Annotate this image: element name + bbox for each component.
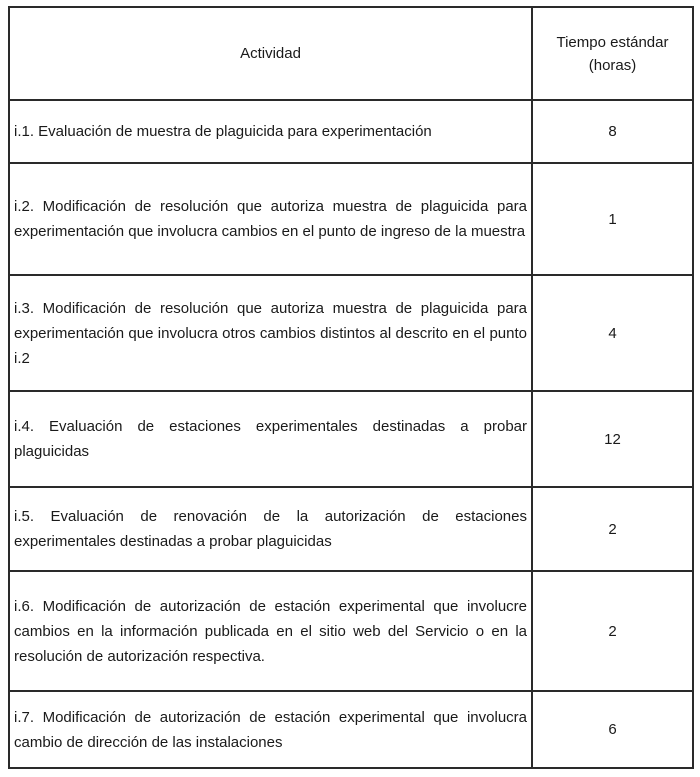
activity-cell: i.1. Evaluación de muestra de plaguicida para experimentación bbox=[9, 100, 532, 163]
table-row bbox=[9, 487, 693, 571]
header-standard-time: Tiempo estándar (horas) bbox=[532, 7, 693, 100]
hours-cell: 1 bbox=[532, 163, 693, 275]
hours-cell: 4 bbox=[532, 275, 693, 391]
table-row bbox=[9, 100, 693, 163]
activity-cell: i.5. Evaluación de renovación de la autorización de estaciones experimentales destinadas a probar plaguicidas bbox=[9, 487, 532, 571]
activity-cell: i.7. Modificación de autorización de estación experimental que involucra cambio de dirección de las instalaciones bbox=[9, 691, 532, 768]
table-row bbox=[9, 391, 693, 487]
hours-cell: 6 bbox=[532, 691, 693, 768]
activity-cell: i.6. Modificación de autorización de estación experimental que involucre cambios en la información publicada en el sitio web del Servicio o en la resolución de autorización respectiva. bbox=[9, 571, 532, 691]
activity-cell: i.2. Modificación de resolución que autoriza muestra de plaguicida para experimentación que involucra cambios en el punto de ingreso de la muestra bbox=[9, 163, 532, 275]
table-header-row bbox=[9, 7, 693, 100]
hours-cell: 12 bbox=[532, 391, 693, 487]
activity-cell: i.3. Modificación de resolución que autoriza muestra de plaguicida para experimentación que involucra otros cambios distintos al descrito en el punto i.2 bbox=[9, 275, 532, 391]
table-row bbox=[9, 571, 693, 691]
header-activity: Actividad bbox=[9, 7, 532, 100]
activity-cell: i.4. Evaluación de estaciones experimentales destinadas a probar plaguicidas bbox=[9, 391, 532, 487]
hours-cell: 2 bbox=[532, 487, 693, 571]
table-row bbox=[9, 691, 693, 768]
table-row bbox=[9, 275, 693, 391]
standard-time-table bbox=[8, 6, 694, 769]
hours-cell: 8 bbox=[532, 100, 693, 163]
hours-cell: 2 bbox=[532, 571, 693, 691]
table-row bbox=[9, 163, 693, 275]
